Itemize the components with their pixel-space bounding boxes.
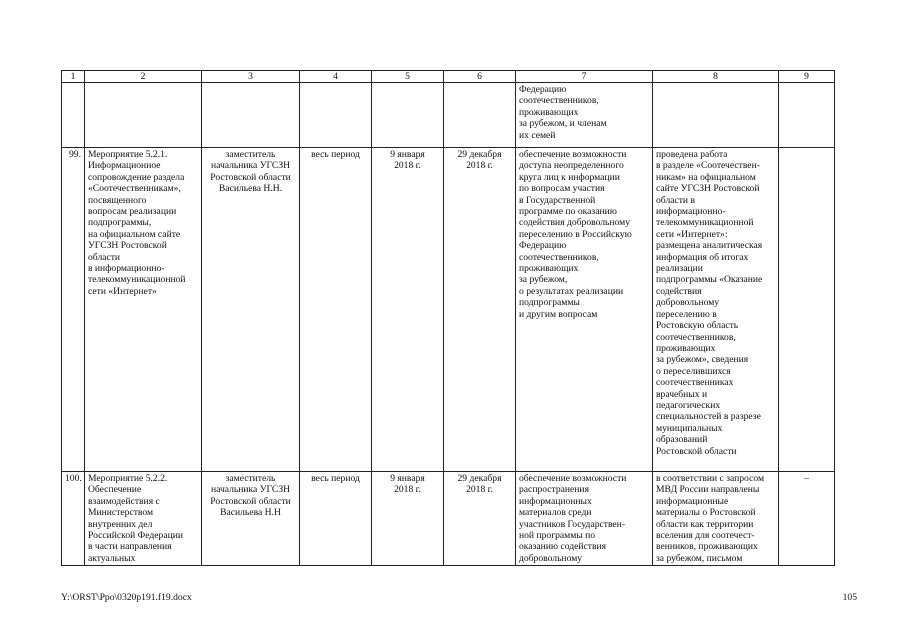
cell-empty bbox=[85, 83, 202, 148]
cell-period: весь период bbox=[300, 148, 372, 472]
table-row-continuation bbox=[62, 83, 835, 148]
footer-file-path: Y:\ORST\Ppo\0320p191.f19.docx bbox=[61, 592, 192, 603]
cell-empty bbox=[779, 83, 835, 148]
cell-end-date: 29 декабря 2018 г. bbox=[444, 472, 516, 566]
cell-event: Мероприятие 5.2.2. Обеспечение взаимодействия с Министерством внутренних дел Российской Федерации в части направления актуальных bbox=[85, 472, 202, 566]
col-header-8: 8 bbox=[653, 71, 779, 83]
report-table bbox=[61, 70, 835, 566]
col-header-6: 6 bbox=[444, 71, 516, 83]
cell-expected-result: обеспечение возможности распространения информационных материалов среди участников Государствен- ной программы по оказанию содействия добровольному bbox=[516, 472, 653, 566]
cell-empty bbox=[372, 83, 444, 148]
col-header-4: 4 bbox=[300, 71, 372, 83]
table-row-99 bbox=[62, 148, 835, 472]
col-header-1: 1 bbox=[62, 71, 85, 83]
cell-note: – bbox=[779, 472, 835, 566]
cell-row-number: 99. bbox=[62, 148, 85, 472]
cell-actual-result: проведена работа в разделе «Соотечествен- никам» на официальном сайте УГСЗН Ростовской области в информационно- телекоммуникационной сети «Интернет»: размещена аналитическая информация об итогах реализации подпрограммы «Оказание содействия добровольному переселению в Ростовскую область соотечественников, проживающих за рубежом», сведения о переселившихся соотечественниках врачебных и педагогических специальностей в разрезе муниципальных образований Ростовской области bbox=[653, 148, 779, 472]
column-number-row bbox=[62, 71, 835, 83]
cell-empty bbox=[202, 83, 300, 148]
cell-result-continuation: Федерацию соотечественников, проживающих за рубежом, и членам их семей bbox=[516, 83, 653, 148]
cell-empty bbox=[444, 83, 516, 148]
cell-start-date: 9 января 2018 г. bbox=[372, 148, 444, 472]
cell-event: Мероприятие 5.2.1. Информационное сопровождение раздела «Соотечественникам», посвященного вопросам реализации подпрограммы, на официальном сайте УГСЗН Ростовской области в информационно- телекоммуникационной сети «Интернет» bbox=[85, 148, 202, 472]
col-header-7: 7 bbox=[516, 71, 653, 83]
col-header-2: 2 bbox=[85, 71, 202, 83]
col-header-5: 5 bbox=[372, 71, 444, 83]
cell-end-date: 29 декабря 2018 г. bbox=[444, 148, 516, 472]
cell-expected-result: обеспечение возможности доступа неопределенного круга лиц к информации по вопросам участия в Государственной программе по оказанию содействия добровольному переселению в Российскую Федерацию соотечественников, проживающих за рубежом, о результатах реализации подпрограммы и другим вопросам bbox=[516, 148, 653, 472]
cell-start-date: 9 января 2018 г. bbox=[372, 472, 444, 566]
col-header-3: 3 bbox=[202, 71, 300, 83]
cell-period: весь период bbox=[300, 472, 372, 566]
cell-responsible: заместитель начальника УГСЗН Ростовской области Васильева Н.Н. bbox=[202, 148, 300, 472]
col-header-9: 9 bbox=[779, 71, 835, 83]
cell-responsible: заместитель начальника УГСЗН Ростовской области Васильева Н.Н bbox=[202, 472, 300, 566]
cell-empty bbox=[653, 83, 779, 148]
cell-empty bbox=[62, 83, 85, 148]
cell-empty bbox=[300, 83, 372, 148]
cell-note bbox=[779, 148, 835, 472]
page-number: 105 bbox=[842, 592, 857, 603]
table-row-100 bbox=[62, 472, 835, 566]
cell-row-number: 100. bbox=[62, 472, 85, 566]
cell-actual-result: в соответствии с запросом МВД России направлены информационные материалы о Ростовской области как территории вселения для соотечест- венников, проживающих за рубежом, письмом bbox=[653, 472, 779, 566]
